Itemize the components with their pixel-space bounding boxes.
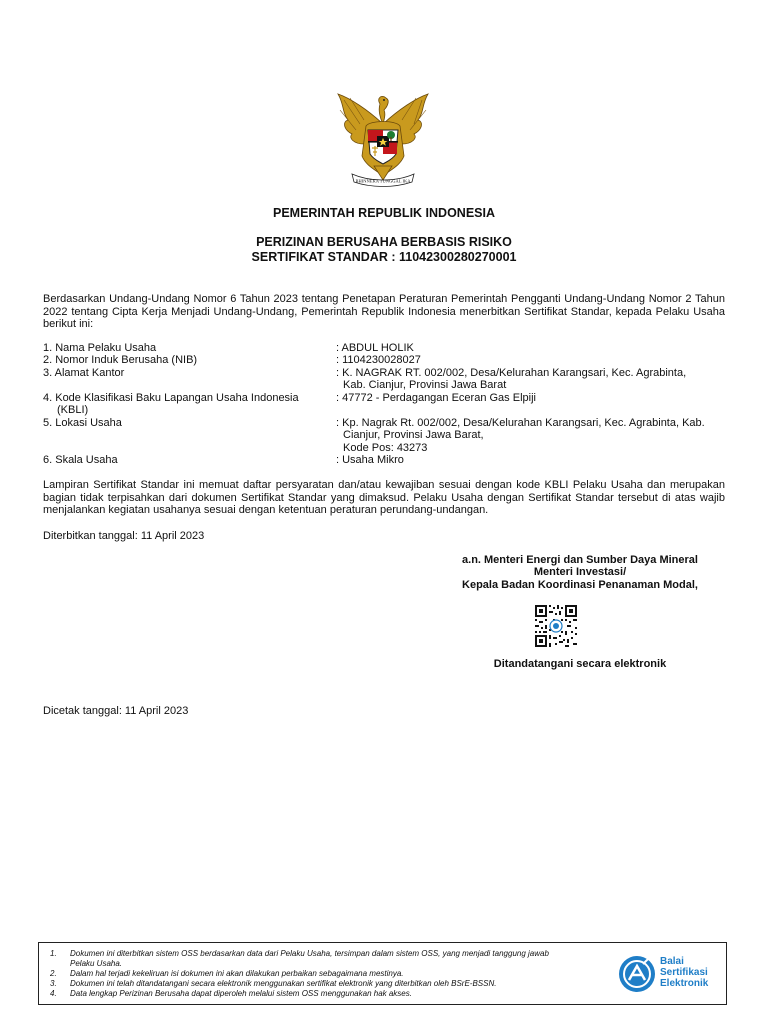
- electronic-signature-note: Ditandatangani secara elektronik: [493, 658, 667, 670]
- bsre-logo-line-1: Balai: [660, 956, 684, 967]
- field-value-scale: : Usaha Mikro: [336, 454, 404, 466]
- field-value-address-line2: Kab. Cianjur, Provinsi Jawa Barat: [343, 379, 507, 391]
- field-value-name: : ABDUL HOLIK: [336, 342, 414, 354]
- field-value-location-line3: Kode Pos: 43273: [343, 442, 428, 454]
- signatory-line-2: Menteri Investasi/: [533, 566, 627, 578]
- note-number: 2.: [50, 969, 57, 978]
- note-3: Dokumen ini telah ditandatangani secara elektronik menggunakan sertifikat elektronik yang diterbitkan oleh BSrE-BSSN.: [70, 979, 497, 988]
- intro-paragraph: Berdasarkan Undang-Undang Nomor 6 Tahun 2023 tentang Penetapan Peraturan Pemerintah Pengganti Undang-Undang Nomor 2 Tahun 2022 tentang Cipta Kerja Menjadi Undang-Undang, Pemerintah Republik Indonesia menerbitkan Sertifikat Standar, kepada Pelaku Usaha berikut ini:: [43, 293, 725, 330]
- field-value-kbli: : 47772 - Perdagangan Eceran Gas Elpiji: [336, 392, 536, 404]
- field-label-kbli-cont: (KBLI): [57, 404, 89, 416]
- license-title: PERIZINAN BERUSAHA BERBASIS RISIKO: [256, 235, 512, 249]
- signatory-line-1: a.n. Menteri Energi dan Sumber Daya Mineral: [462, 554, 698, 566]
- note-4: Data lengkap Perizinan Berusaha dapat diperoleh melalui sistem OSS menggunakan hak akses.: [70, 989, 412, 998]
- field-label-scale: 6. Skala Usaha: [43, 454, 118, 466]
- bsre-logo-icon: [617, 954, 657, 994]
- footer-notes-box: [38, 942, 727, 1005]
- note-1: Dokumen ini diterbitkan sistem OSS berdasarkan data dari Pelaku Usaha, tersimpan dalam sistem OSS, yang menjadi tanggung jawab: [70, 949, 549, 958]
- certificate-number: SERTIFIKAT STANDAR : 11042300280270001: [251, 250, 517, 264]
- issued-date: Diterbitkan tanggal: 11 April 2023: [43, 530, 205, 542]
- field-value-location-line1: : Kp. Nagrak Rt. 002/002, Desa/Kelurahan Karangsari, Kec. Agrabinta, Kab.: [336, 417, 705, 429]
- bsre-logo-line-2: Sertifikasi: [660, 967, 708, 978]
- field-value-address-line1: : K. NAGRAK RT. 002/002, Desa/Kelurahan Karangsari, Kec. Agrabinta,: [336, 367, 687, 379]
- qr-code: [534, 604, 578, 648]
- government-title: PEMERINTAH REPUBLIK INDONESIA: [272, 206, 495, 220]
- field-value-location-line2: Cianjur, Provinsi Jawa Barat,: [343, 429, 484, 441]
- field-label-name: 1. Nama Pelaku Usaha: [43, 342, 157, 354]
- printed-date: Dicetak tanggal: 11 April 2023: [43, 705, 189, 717]
- note-number: 3.: [50, 979, 57, 988]
- field-value-nib: : 1104230028027: [336, 354, 421, 366]
- field-label-location: 5. Lokasi Usaha: [43, 417, 122, 429]
- note-number: 1.: [50, 949, 57, 958]
- note-2: Dalam hal terjadi kekeliruan isi dokumen ini akan dilakukan perbaikan sebagaimana mestinya.: [70, 969, 404, 978]
- note-1-cont: Pelaku Usaha.: [70, 959, 123, 968]
- emblem-motto: BHINNEKA TUNGGAL IKA: [355, 178, 411, 184]
- bsre-logo-line-3: Elektronik: [660, 978, 709, 989]
- signatory-line-3: Kepala Badan Koordinasi Penanaman Modal,: [462, 579, 698, 591]
- attachment-paragraph: Lampiran Sertifikat Standar ini memuat daftar persyaratan dan/atau kewajiban sesuai dengan kode KBLI Pelaku Usaha dan merupakan bagian tidak terpisahkan dari dokumen Sertifikat Standar yang dimaksud. Pelaku Usaha dengan Sertifikat Standar tersebut di atas wajib menjalankan kegiatan usahanya sesuai dengan ketentuan peraturan perundang-undangan.: [43, 479, 725, 516]
- field-label-kbli: 4. Kode Klasifikasi Baku Lapangan Usaha Indonesia: [43, 392, 299, 404]
- field-label-address: 3. Alamat Kantor: [43, 367, 125, 379]
- field-label-nib: 2. Nomor Induk Berusaha (NIB): [43, 354, 198, 366]
- note-number: 4.: [50, 989, 57, 998]
- garuda-emblem: [330, 90, 436, 190]
